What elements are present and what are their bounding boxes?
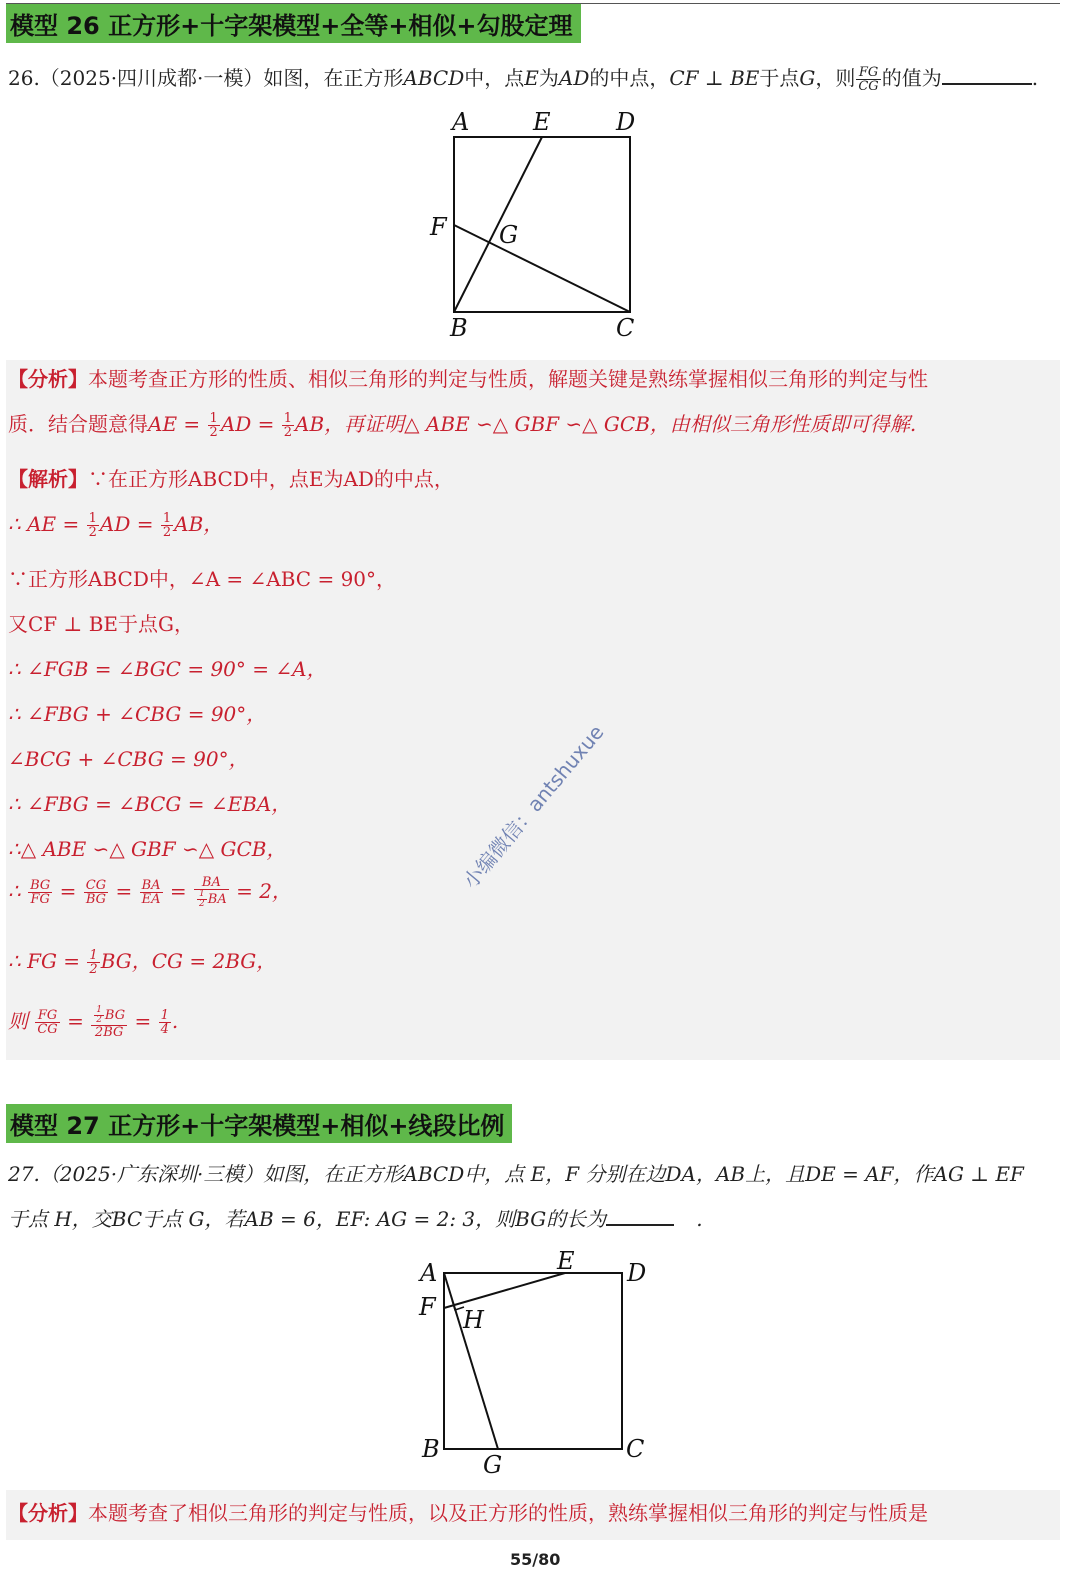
question-26-ad: AD [558,66,590,90]
label-b: B [450,314,468,342]
solution-26-line-5: ∴ ∠FGB = ∠BGC = 90° = ∠A， [8,657,327,681]
analysis-27-line-1: 【分析】本题考查了相似三角形的判定与性质，以及正方形的性质，熟练掌握相似三角形的判定与性质是 [8,1501,928,1525]
solution-26-line-8: ∴ ∠FBG = ∠BCG = ∠EBA， [8,792,292,816]
fraction-half: $\frac{1}{2}$ [88,511,97,540]
solution-26-line-9: ∴△ ABE ∽△ GBF ∽△ GCB， [8,837,287,861]
label-c: C [626,1435,645,1463]
label-c: C [616,314,635,342]
solution-26-line-12: 则 $\frac{FG}{CG}$ = $\frac{1}{2}$ BG 2BG = $\frac{1}{4}$ . [8,1005,179,1040]
fraction-halfbg-2bg: $\frac{1}{2}$ BG 2BG [91,1006,127,1039]
analysis-tag: 【分析】 [8,367,88,391]
label-d: D [627,1259,647,1287]
question-27-line-1: 27.（2025·广东深圳·三模）如图，在正方形ABCD中，点 E，F 分别在边DA，AB上，且DE = AF，作AG ⊥ EF [8,1162,1024,1186]
fraction-ba-ea: $\frac{BA}{EA}$ [141,878,161,907]
question-26-text-i: 于点 [759,66,800,90]
figure-26 [420,100,660,345]
label-d: D [616,108,636,136]
question-26-end: 的值为 [881,66,942,90]
question-26-abcd: ABCD [403,66,465,90]
segment-be [454,137,542,312]
question-26-dot: . [1031,66,1039,90]
label-e: E [533,108,551,136]
question-26 [8,62,1038,93]
solution-26-line-1: 【解析】∵在正方形ABCD中，点E为AD的中点， [8,467,454,491]
label-a: A [452,108,470,136]
fraction-fg-cg: $\frac{FG}{CG}$ [37,1008,58,1037]
label-g: G [483,1451,503,1479]
label-e: E [557,1247,575,1275]
answer-blank-26 [942,67,1032,85]
solution-tag: 【解析】 [8,467,88,491]
fraction-half: $\frac{1}{2}$ [89,948,98,977]
label-g: G [499,221,519,249]
analysis-26-line-2: 质．结合题意得AE = $\frac{1}{2}$ AD = $\frac{1}{2}$ AB，再证明△ ABE ∽△ GBF ∽△ GCB，由相似三角形性质即可得解. [8,411,917,440]
figure-27 [405,1245,665,1485]
analysis-tag: 【分析】 [8,1501,88,1525]
question-26-g: G [799,66,816,90]
model-26-title: 模型 26 正方形+十字架模型+全等+相似+勾股定理 [6,4,581,43]
segment-fe [444,1273,565,1308]
label-f: F [430,213,447,241]
model-27-title: 模型 27 正方形+十字架模型+相似+线段比例 [6,1104,512,1143]
question-26-text-k: ，则 [815,66,856,90]
analysis-26-line-1: 【分析】本题考查正方形的性质、相似三角形的判定与性质，解题关键是熟练掌握相似三角形的判定与性 [8,367,928,391]
fraction-bg-fg: $\frac{BG}{FG}$ [30,878,51,907]
label-f: F [419,1293,436,1321]
page-number: 55/80 [510,1550,561,1569]
solution-26-line-10: ∴ $\frac{BG}{FG}$ = $\frac{CG}{BG}$ = $\frac{BA}{EA}$ = BA $\frac{1}{2}$ BA = 2， [8,875,292,909]
question-26-fraction: $\frac{FG}{CG}$ [858,65,879,94]
fraction-half: $\frac{1}{2}$ [283,411,293,440]
square-abcd [454,137,630,312]
solution-26-line-11: ∴ FG = $\frac{1}{2}$ BG，CG = 2BG， [8,948,277,977]
label-a: A [420,1259,438,1287]
label-b: B [422,1435,440,1463]
solution-26-line-6: ∴ ∠FBG + ∠CBG = 90°， [8,702,267,726]
question-26-e: E [524,66,539,90]
fraction-one-quarter: $\frac{1}{4}$ [160,1008,169,1037]
question-26-text-g: 的中点， [589,66,670,90]
fraction-half: $\frac{1}{2}$ [209,411,218,440]
question-26-text-c: 中，点 [464,66,525,90]
fraction-ba-halfba: BA $\frac{1}{2}$ BA [194,876,229,909]
solution-26-line-3: ∵正方形ABCD中，∠A = ∠ABC = 90°， [8,567,397,591]
solution-26-line-2: ∴ AE = $\frac{1}{2}$ AD = $\frac{1}{2}$ AB， [8,511,224,540]
question-26-cf-be: CF ⊥ BE [669,66,760,90]
solution-26-line-7: ∠BCG + ∠CBG = 90°， [8,747,249,771]
segment-fc [454,225,630,312]
question-26-text-a: 26.（2025·四川成都·一模）如图，在正方形 [8,66,404,90]
watermark: 小编微信：antshuxue [458,720,609,893]
fraction-cg-bg: $\frac{CG}{BG}$ [85,878,107,907]
label-h: H [463,1306,484,1334]
question-27-line-2: 于点 H，交BC于点 G，若AB = 6，EF: AG = 2: 3，则BG的长为 . [8,1207,703,1231]
solution-26-line-4: 又CF ⊥ BE于点G， [8,612,194,636]
fraction-half: $\frac{1}{2}$ [162,511,172,540]
question-26-text-e: 为 [538,66,559,90]
answer-blank-27 [606,1208,674,1226]
